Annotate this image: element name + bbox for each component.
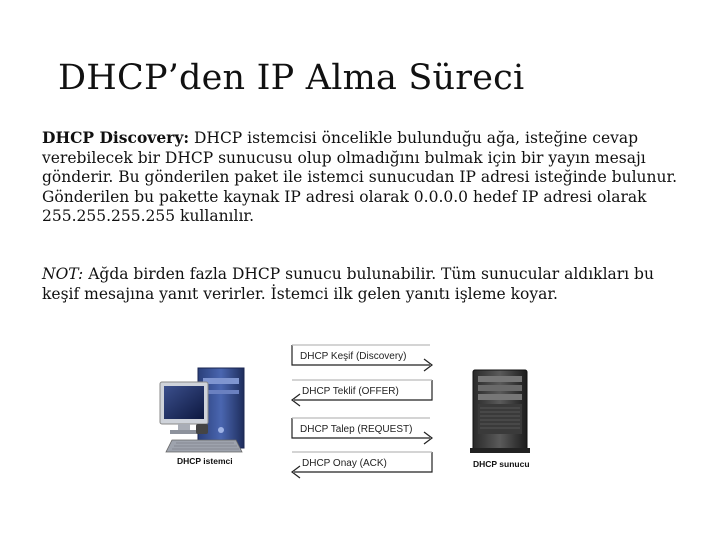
client-computer-icon [160,368,244,452]
note-label: NOT: [42,265,84,283]
message-discovery: DHCP Keşif (Discovery) [300,350,407,362]
discovery-label: DHCP Discovery: [42,128,190,147]
note-text: Ağda birden fazla DHCP sunucu bulunabilir. Tüm sunucular aldıkları bu keşif mesajına yanıt verirler. İstemci ilk gelen yanıtı işleme koyar. [42,265,654,303]
message-ack: DHCP Onay (ACK) [302,457,387,469]
server-icon [470,370,530,453]
message-request: DHCP Talep (REQUEST) [300,423,413,435]
message-offer: DHCP Teklif (OFFER) [302,385,399,397]
discovery-text: DHCP istemcisi öncelikle bulunduğu ağa, isteğine cevap verebilecek bir DHCP sunucusu olup olmadığını bulmak için bir yayın mesajı gönderir. Bu gönderilen paket ile istemci sunucudan IP adresi isteğinde bulunur. Gönderilen bu pakette kaynak IP adresi olarak 0.0.0.0 hedef IP adresi olarak 255.255.255.255 kullanılır. [42,129,678,225]
server-caption: DHCP sunucu [473,459,530,469]
slide-title: DHCP’den IP Alma Süreci [58,58,525,98]
client-caption: DHCP istemci [177,456,233,466]
discovery-paragraph [42,128,687,227]
note-paragraph [42,265,687,304]
